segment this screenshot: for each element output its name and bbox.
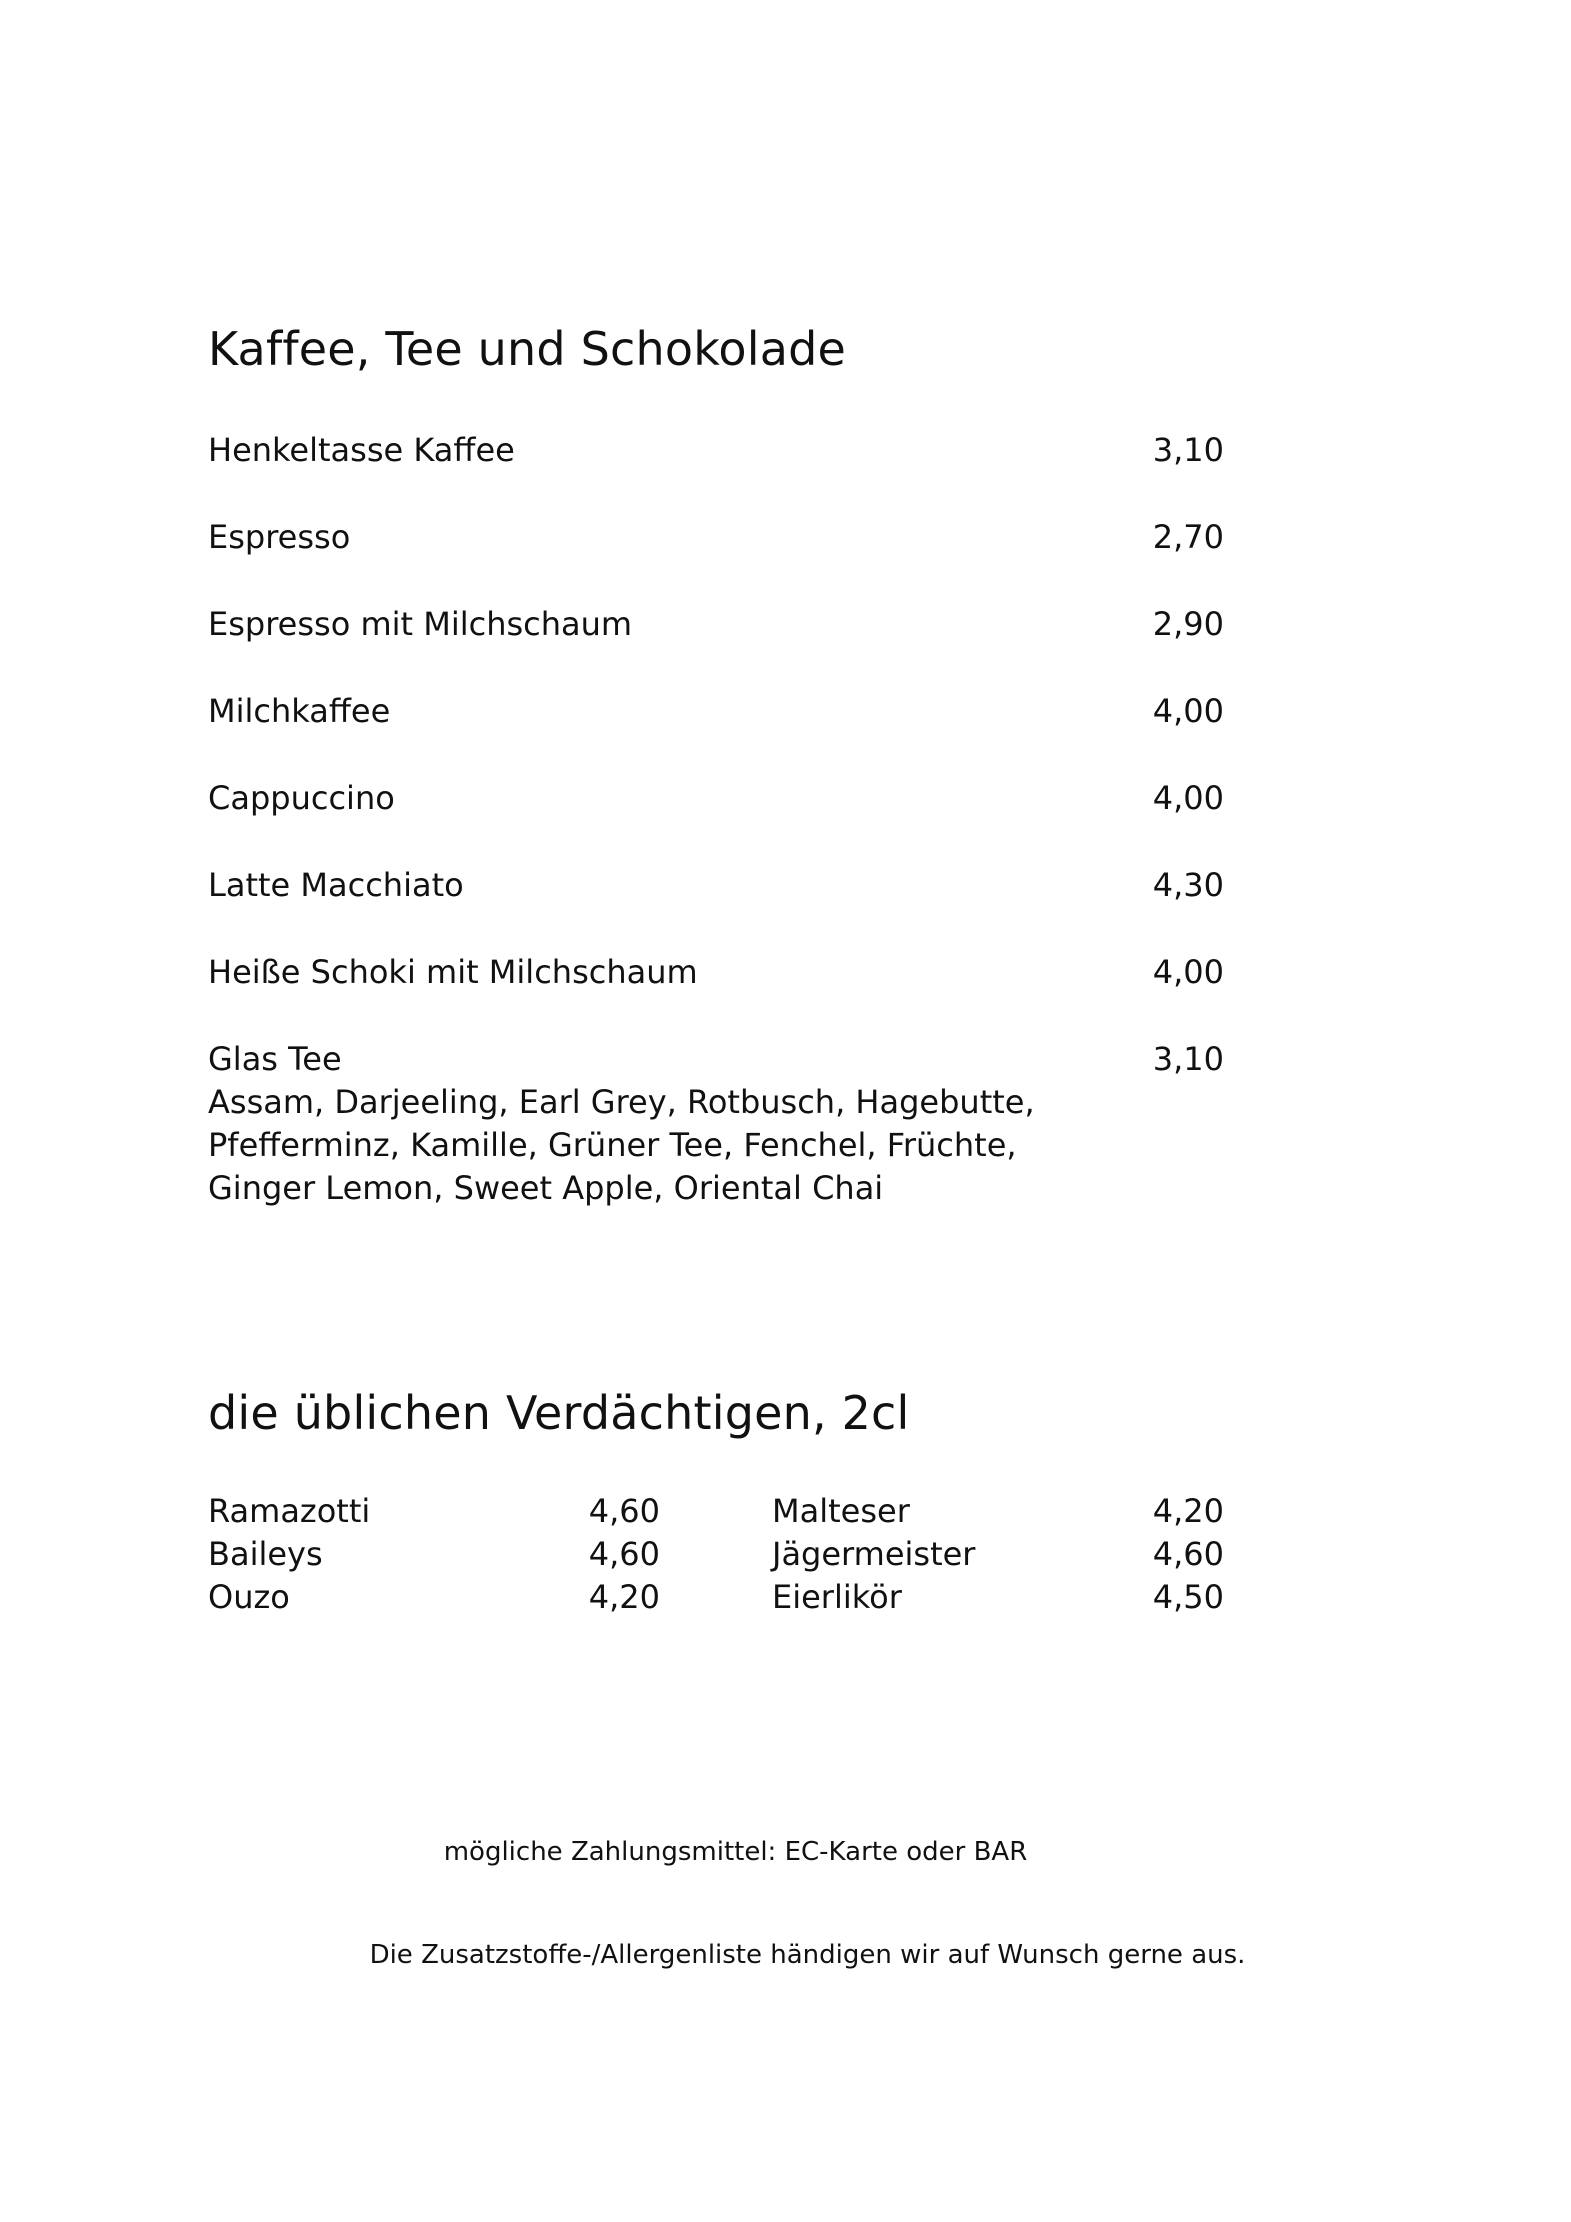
item-price: 4,50 — [1152, 1578, 1224, 1616]
item-price: 4,60 — [1152, 1535, 1224, 1573]
item-name: Espresso — [208, 518, 351, 556]
menu-item — [772, 1490, 1224, 1533]
menu-item-tea — [208, 1037, 1224, 1207]
item-name: Espresso mit Milchschaum — [208, 605, 633, 643]
section-title-coffee: Kaffee, Tee und Schokolade — [208, 322, 847, 376]
item-name: Cappuccino — [208, 779, 395, 817]
item-name: Ramazotti — [208, 1492, 371, 1530]
item-name: Baileys — [208, 1535, 323, 1573]
item-name: Jägermeister — [772, 1535, 976, 1573]
item-name: Glas Tee — [208, 1040, 342, 1078]
spirits-column-right — [772, 1490, 1224, 1619]
menu-item — [208, 863, 1224, 950]
item-price: 2,70 — [1152, 518, 1224, 556]
tea-varieties-line: Assam, Darjeeling, Earl Grey, Rotbusch, Hagebutte, — [208, 1083, 1035, 1121]
item-name: Ouzo — [208, 1578, 290, 1616]
item-name: Malteser — [772, 1492, 910, 1530]
spirits-menu — [208, 1490, 1224, 1630]
item-price: 2,90 — [1152, 605, 1224, 643]
item-price: 4,00 — [1152, 779, 1224, 817]
section-title-spirits: die üblichen Verdächtigen, 2cl — [208, 1386, 910, 1440]
spirits-column-left — [208, 1490, 660, 1619]
item-price: 3,10 — [1152, 1040, 1224, 1078]
allergen-note: Die Zusatzstoffe-/Allergenliste händigen wir auf Wunsch gerne aus. — [369, 1940, 1246, 1970]
menu-item — [208, 689, 1224, 776]
item-price: 3,10 — [1152, 431, 1224, 469]
item-name: Heiße Schoki mit Milchschaum — [208, 953, 698, 991]
coffee-menu-list — [208, 428, 1224, 1207]
item-name: Henkeltasse Kaffee — [208, 431, 515, 469]
tea-varieties-line: Pfefferminz, Kamille, Grüner Tee, Fenchel, Früchte, — [208, 1126, 1017, 1164]
item-price: 4,60 — [588, 1492, 660, 1530]
menu-item — [208, 776, 1224, 863]
menu-item — [208, 428, 1224, 515]
menu-item — [208, 950, 1224, 1037]
tea-varieties-line: Ginger Lemon, Sweet Apple, Oriental Chai — [208, 1169, 884, 1207]
menu-item — [772, 1533, 1224, 1576]
payment-note: mögliche Zahlungsmittel: EC-Karte oder BAR — [443, 1837, 1028, 1867]
item-price: 4,60 — [588, 1535, 660, 1573]
item-price: 4,20 — [1152, 1492, 1224, 1530]
menu-item — [208, 602, 1224, 689]
tea-varieties — [208, 1081, 1108, 1210]
item-price: 4,00 — [1152, 953, 1224, 991]
item-price: 4,00 — [1152, 692, 1224, 730]
item-name: Milchkaffee — [208, 692, 391, 730]
item-name: Latte Macchiato — [208, 866, 464, 904]
menu-item — [208, 1576, 660, 1619]
menu-item — [208, 1533, 660, 1576]
item-price: 4,30 — [1152, 866, 1224, 904]
item-name: Eierlikör — [772, 1578, 902, 1616]
item-price: 4,20 — [588, 1578, 660, 1616]
menu-item — [772, 1576, 1224, 1619]
menu-item — [208, 515, 1224, 602]
menu-item — [208, 1490, 660, 1533]
